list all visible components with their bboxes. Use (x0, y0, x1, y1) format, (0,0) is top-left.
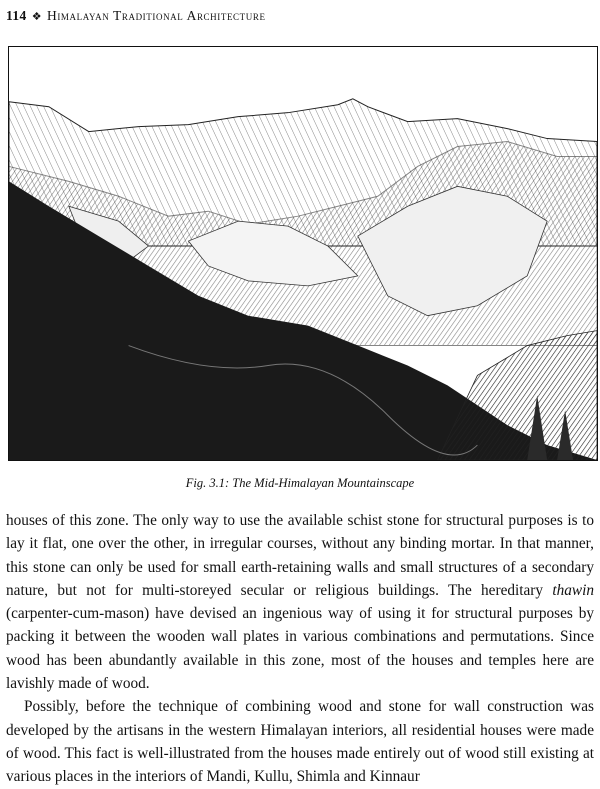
body-text (6, 509, 594, 789)
page-number: 114 (6, 8, 27, 23)
figure-caption: Fig. 3.1: The Mid-Himalayan Mountainscape (185, 476, 415, 490)
paragraph-1-part-b: (carpenter-cum-mason) have devised an ingenious way of using it for structural purposes by packing it between the wooden wall plates in various combinations and permutations. Since wood has been abundantly available in this zone, most of the houses and temples here are lavishly made of wood. (6, 605, 594, 693)
paragraph-1 (6, 509, 594, 695)
running-title: Himalayan Traditional Architecture (46, 8, 266, 23)
paragraph-2: Possibly, before the technique of combining wood and stone for wall construction was developed by the artisans in the western Himalayan interiors, all residential houses were made of wood. This fact is well-illustrated from the houses made entirely out of wood still existing at various places in the interiors of Mandi, Kullu, Shimla and Kinnaur (6, 698, 594, 786)
mountainscape-illustration (8, 46, 598, 461)
running-header (6, 6, 266, 26)
paragraph-1-part-a: houses of this zone. The only way to use the available schist stone for structural purposes is to lay it flat, one over the other, in irregular courses, without any binding mortar. In that manner, this stone can only be used for small earth-retaining walls and small structures of a secondary nature, but not for multi-storeyed secular or religious buildings. The hereditary (6, 512, 594, 599)
mountain-sketch (9, 47, 597, 460)
term-thawin: thawin (552, 581, 594, 599)
ornament-diamond-icon: ❖ (31, 10, 42, 23)
